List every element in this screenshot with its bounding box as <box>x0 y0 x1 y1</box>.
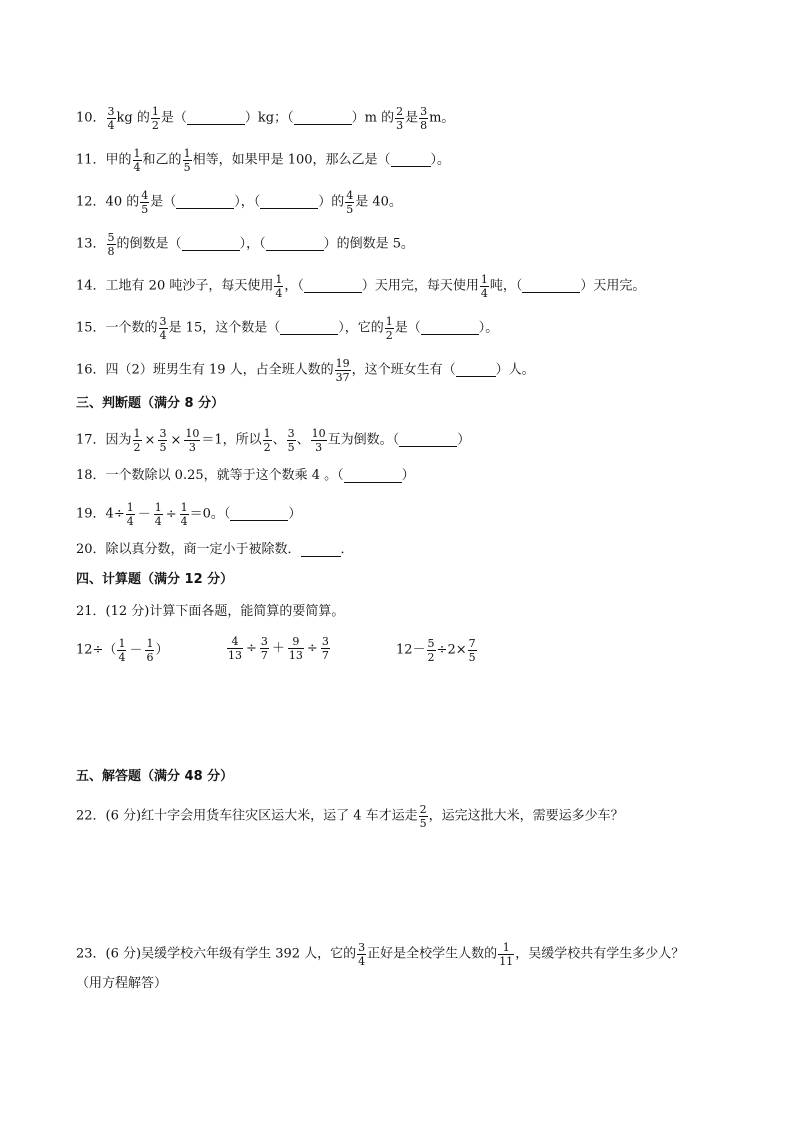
fraction: $\frac{3}{7}$ <box>321 635 329 662</box>
fraction: $\frac{4}{5}$ <box>141 189 149 216</box>
text: 23．(6 分)吴缓学校六年级有学生 392 人，它的 <box>76 946 357 962</box>
answer-blank[interactable] <box>230 508 288 521</box>
text: ） <box>457 432 471 448</box>
text: m。 <box>429 110 455 126</box>
text: ） <box>401 468 415 483</box>
text: ）kg；（ <box>244 110 294 126</box>
text: 20．除以真分数，商一定小于被除数． <box>76 542 301 557</box>
question-20 <box>76 540 354 561</box>
answer-blank[interactable] <box>344 470 402 483</box>
fraction: $\frac{1}{2}$ <box>385 315 393 342</box>
text: ，这个班女生有（ <box>351 362 456 378</box>
text: 、 <box>296 432 310 448</box>
fraction: $\frac{4}{5}$ <box>346 189 354 216</box>
text: 16．四（2）班男生有 19 人，占全班人数的 <box>76 362 334 378</box>
fraction: $\frac{1}{4}$ <box>180 501 188 528</box>
answer-blank[interactable] <box>391 154 431 167</box>
fraction: $\frac{1}{2}$ <box>151 105 159 132</box>
question-16 <box>76 358 535 383</box>
operator: × <box>144 432 156 448</box>
question-17 <box>76 428 470 453</box>
fraction: $\frac{2}{3}$ <box>396 105 404 132</box>
expression-2 <box>226 636 331 661</box>
operator: － <box>129 642 143 658</box>
text: ），它的 <box>338 320 384 336</box>
fraction: $\frac{1}{4}$ <box>133 147 141 174</box>
text: 18．一个数除以 0.25，就等于这个数乘 4 。（ <box>76 468 344 483</box>
question-22 <box>76 804 624 829</box>
text: ） <box>155 642 169 658</box>
text: ，运完这批大米，需要运多少车？ <box>428 808 624 824</box>
fraction: $\frac{1}{4}$ <box>480 273 488 300</box>
fraction: $\frac{1}{2}$ <box>263 427 271 454</box>
text: ）的倒数是 5。 <box>323 236 414 252</box>
section-heading-3: 三、判断题（满分 8 分） <box>76 396 225 411</box>
answer-blank[interactable] <box>176 196 234 209</box>
text: 相等，如果甲是 100，那么乙是（ <box>192 152 391 168</box>
fraction: $\frac{1}{2}$ <box>133 427 141 454</box>
question-13 <box>76 232 414 257</box>
text: ）人。 <box>495 362 535 378</box>
text: 是（ <box>394 320 421 336</box>
text: ． <box>340 542 354 557</box>
text: 12÷（ <box>76 642 117 658</box>
text: ）天用完，每天使用 <box>361 278 479 294</box>
text: ），（ <box>234 194 261 210</box>
question-14 <box>76 274 645 299</box>
answer-blank[interactable] <box>522 280 580 293</box>
fraction: $\frac{1}{4}$ <box>126 501 134 528</box>
text: ，（ <box>284 278 304 294</box>
text: ） <box>288 506 302 522</box>
answer-blank[interactable] <box>266 238 324 251</box>
fraction: $\frac{10}{3}$ <box>185 427 200 454</box>
operator: × <box>170 432 182 448</box>
question-19 <box>76 502 301 527</box>
text: 是 <box>405 110 419 126</box>
answer-blank[interactable] <box>280 322 338 335</box>
operator: ÷ <box>165 506 177 522</box>
answer-blank[interactable] <box>304 280 362 293</box>
operator: ＋ <box>271 640 285 656</box>
question-11 <box>76 148 450 173</box>
text: ）。 <box>478 320 499 336</box>
fraction: $\frac{19}{37}$ <box>335 357 350 384</box>
text: 是 15，这个数是（ <box>168 320 281 336</box>
text: ＝1，所以 <box>201 432 262 448</box>
text: 是（ <box>150 194 177 210</box>
fraction: $\frac{4}{13}$ <box>228 635 242 662</box>
fraction: $\frac{3}{4}$ <box>358 941 366 968</box>
answer-blank[interactable] <box>421 322 479 335</box>
q-number: 10． <box>76 110 106 126</box>
fraction: $\frac{7}{5}$ <box>468 637 476 664</box>
text: ），（ <box>239 236 266 252</box>
answer-blank[interactable] <box>260 196 318 209</box>
text: 13． <box>76 236 106 252</box>
question-23 <box>76 942 684 967</box>
section-heading-4: 四、计算题（满分 12 分） <box>76 572 234 587</box>
text: 正好是全校学生人数的 <box>367 946 498 962</box>
text: 和乙的 <box>142 152 182 168</box>
text: 19．4÷ <box>76 506 125 522</box>
text: 是 40。 <box>355 194 402 210</box>
text: 21．(12 分)计算下面各题，能简算的要简算。 <box>76 604 345 619</box>
operator: ÷ <box>246 640 257 656</box>
fraction: $\frac{1}{11}$ <box>499 941 514 968</box>
question-18 <box>76 466 415 487</box>
fraction: $\frac{3}{5}$ <box>159 427 167 454</box>
text: ）m 的 <box>351 110 395 126</box>
operator: － <box>137 506 151 522</box>
text: 17．因为 <box>76 432 132 448</box>
operator: ÷2× <box>436 642 467 658</box>
expression-1 <box>76 638 168 663</box>
text: 吨，（ <box>489 278 523 294</box>
text: 11．甲的 <box>76 152 132 168</box>
fraction: $\frac{1}{5}$ <box>183 147 191 174</box>
question-21 <box>76 602 344 623</box>
fraction: $\frac{1}{4}$ <box>154 501 162 528</box>
text: 15．一个数的 <box>76 320 158 336</box>
text: 22．(6 分)红十字会用货车往灾区运大米，运了 4 车才运走 <box>76 808 418 824</box>
text: 是（ <box>160 110 187 126</box>
text: kg 的 <box>116 110 150 126</box>
text: 、 <box>272 432 286 448</box>
question-12 <box>76 190 402 215</box>
fraction: $\frac{1}{4}$ <box>275 273 283 300</box>
text: 的倒数是（ <box>116 236 182 252</box>
fraction: $\frac{10}{3}$ <box>311 427 326 454</box>
text: 互为倒数。（ <box>327 432 400 448</box>
answer-blank[interactable] <box>399 434 457 447</box>
fraction: $\frac{3}{4}$ <box>107 105 115 132</box>
answer-blank[interactable] <box>456 364 496 377</box>
fraction: $\frac{2}{5}$ <box>419 803 427 830</box>
question-23-note: （用方程解答） <box>76 976 168 991</box>
text: ，吴缓学校共有学生多少人？ <box>515 946 685 962</box>
answer-blank[interactable] <box>182 238 240 251</box>
section-heading-5: 五、解答题（满分 48 分） <box>76 769 234 784</box>
question-10 <box>76 106 454 131</box>
fraction: $\frac{3}{4}$ <box>159 315 167 342</box>
expression-3 <box>396 638 478 663</box>
text: ）天用完。 <box>580 278 646 294</box>
answer-blank[interactable] <box>294 112 352 125</box>
text: 12－ <box>396 642 426 658</box>
fraction: $\frac{1}{4}$ <box>118 637 126 664</box>
fraction: $\frac{9}{13}$ <box>288 635 303 662</box>
answer-blank[interactable] <box>187 112 245 125</box>
fraction: $\frac{3}{7}$ <box>260 635 268 662</box>
fraction: $\frac{3}{8}$ <box>420 105 428 132</box>
text: 14．工地有 20 吨沙子，每天使用 <box>76 278 274 294</box>
answer-blank[interactable] <box>301 544 341 557</box>
operator: ÷ <box>306 640 318 656</box>
fraction: $\frac{1}{6}$ <box>146 637 154 664</box>
text: 12．40 的 <box>76 194 140 210</box>
fraction: $\frac{3}{5}$ <box>287 427 295 454</box>
text: ＝0。（ <box>189 506 231 522</box>
question-15 <box>76 316 498 341</box>
text: ）的 <box>318 194 345 210</box>
text: ）。 <box>430 152 451 168</box>
fraction: $\frac{5}{8}$ <box>107 231 115 258</box>
fraction: $\frac{5}{2}$ <box>427 637 435 664</box>
